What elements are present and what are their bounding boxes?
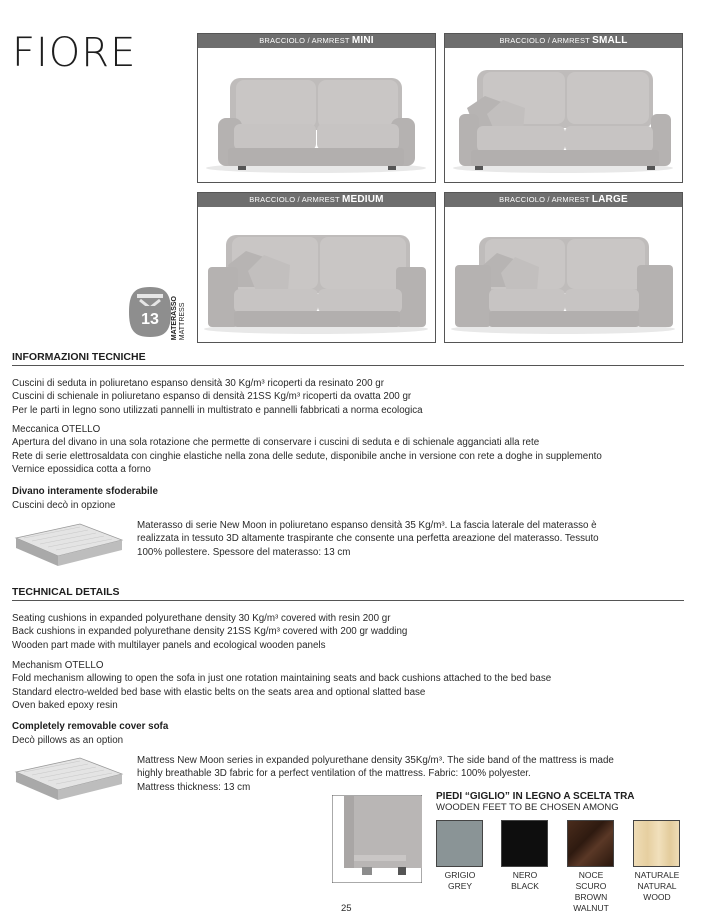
mattress-image	[10, 752, 126, 804]
feet-subheading: WOODEN FEET TO BE CHOSEN AMONG	[436, 802, 619, 813]
sofa-small-image	[445, 48, 682, 182]
english-pillows: Decò pillows as an option	[12, 735, 124, 746]
foot-swatch-walnut	[567, 820, 614, 867]
italian-mechanism: Meccanica OTELLO Apertura del divano in una sola rotazione che permette di conservare i cuscini di seduta e di schienale agganciati alla rete Rete di serie elettrosaldata con cinghie elastiche nella zona delle sedute, disponibile anche in versione con rete a doghe in supplemento Vernice epossidica cotta a forno	[12, 424, 602, 475]
armrest-panel-header: BRACCIOLO / ARMREST MEDIUM	[198, 193, 435, 207]
armrest-panel-header: BRACCIOLO / ARMREST MINI	[198, 34, 435, 48]
foot-label-grey: GRIGIO GREY	[444, 870, 476, 891]
page-title: FIORE	[12, 30, 137, 76]
italian-removable: Divano interamente sfoderabile	[12, 486, 158, 497]
italian-materials: Cuscini di seduta in poliuretano espanso densità 30 Kg/m³ ricoperti da resinato 200 gr Cuscini di schienale in poliuretano espanso di densità 21SS Kg/m³ ricoperti da ovatta 200 gr Per le parti in legno sono utilizzati pannelli in multistrato e pannelli fabbricati a norma ecologica	[12, 378, 423, 416]
armrest-panel-header: BRACCIOLO / ARMREST SMALL	[445, 34, 682, 48]
foot-swatch-grey	[436, 820, 483, 867]
mattress-thickness-icon	[128, 286, 172, 338]
feet-heading: PIEDI “GIGLIO” IN LEGNO A SCELTA TRA	[436, 791, 635, 802]
english-mattress-text: Mattress New Moon series in expanded polyurethane density 35Kg/m³. The side band of the mattress is made highly breathable 3D fabric for a perfect ventilation of the mattress. Fabric: 100% polyester. Mattress thickness: 13 cm	[137, 755, 614, 793]
armrest-panel-medium	[197, 192, 436, 343]
section-divider	[12, 365, 684, 366]
english-mechanism: Mechanism OTELLO Fold mechanism allowing to open the sofa in just one rotation maintaining seats and back cushions attached to the bed base Standard electro-welded bed base with elastic belts on the seats area and optional slatted base Oven baked epoxy resin	[12, 660, 552, 711]
foot-swatch-black	[501, 820, 548, 867]
armrest-panel-mini	[197, 33, 436, 183]
english-removable: Completely removable cover sofa	[12, 721, 169, 732]
italian-pillows: Cuscini decò in opzione	[12, 500, 116, 511]
section-divider	[12, 600, 684, 601]
foot-label-black: NERO BLACK	[511, 870, 539, 891]
sofa-medium-image	[198, 207, 435, 342]
english-materials: Seating cushions in expanded polyurethane density 30 Kg/m³ covered with resin 200 gr Back cushions in expanded polyurethane density 21SS Kg/m³ covered with 200 gr wadding Wooden part made with multilayer panels and ecological wooden panels	[12, 613, 408, 651]
armrest-panel-large	[444, 192, 683, 343]
foot-label-walnut: NOCE SCURO BROWN WALNUT	[573, 870, 609, 913]
sofa-large-image	[445, 207, 682, 342]
page-number: 25	[341, 903, 352, 914]
foot-label-natural: NATURALE NATURAL WOOD	[634, 870, 680, 902]
mattress-image	[10, 518, 126, 570]
armrest-panel-small	[444, 33, 683, 183]
italian-heading: INFORMAZIONI TECNICHE	[12, 351, 146, 363]
mattress-badge-label: MATERASSO MATTRESS	[171, 296, 186, 341]
sofa-mini-image	[198, 48, 435, 182]
sofa-foot-detail-image	[332, 795, 422, 883]
armrest-panel-header: BRACCIOLO / ARMREST LARGE	[445, 193, 682, 207]
italian-mattress-text: Materasso di serie New Moon in poliuretano espanso densità 35 Kg/m³. La fascia laterale del materasso è realizzata in tessuto 3D altamente traspirante che consente una perfetta areazione del materasso. Tessuto 100% pollestere. Spessore del materasso: 13 cm	[137, 520, 599, 558]
mattress-thickness-number: 13	[141, 311, 159, 328]
foot-swatch-natural	[633, 820, 680, 867]
english-heading: TECHNICAL DETAILS	[12, 586, 120, 598]
